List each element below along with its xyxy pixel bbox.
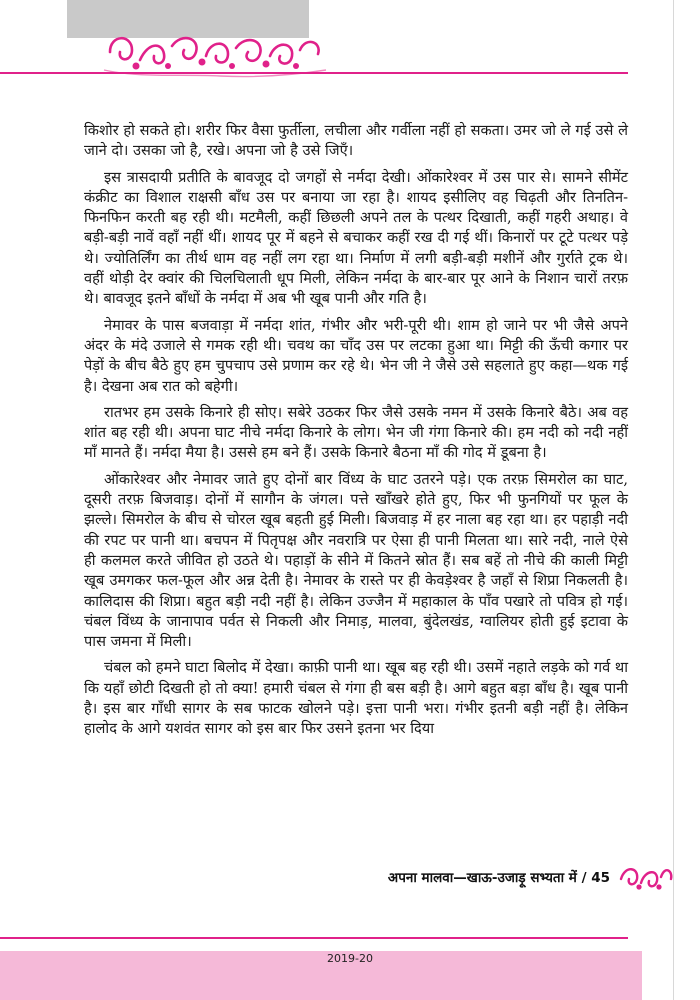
paragraph: नेमावर के पास बजवाड़ा में नर्मदा शांत, गंभीर और भरी-पूरी थी। शाम हो जाने पर भी जैसे अपने अंदर के मंदे उजाले से गमक रही थी। चवथ का चाँद उस पर लटका हुआ था। मिट्टी की ऊँची कगार पर पेड़ों के बीच बैठे हुए हम चुपचाप उसे प्रणाम कर रहे थे। भेन जी ने जैसे उसे सहलाते हुए कहा—थक गई है। देखना अब रात को बहेगी। — [84, 316, 629, 395]
footer-swirl-icon — [617, 857, 675, 893]
paragraph: ओंकारेश्वर और नेमावर जाते हुए दोनों बार विंध्य के घाट उतरने पड़े। एक तरफ़ सिमरोल का घाट, दूसरी तरफ़ बिजवाड़। दोनों में सागौन के जंगल। पत्ते खाँखरे होते हुए, फिर भी फुनगियों पर फूल के झल्ले। सिमरोल के बीच से चोरल खूब बहती हुई मिली। बिजवाड़ में हर नाला बह रहा था। हर पहाड़ी नदी की रपट पर पानी था। बचपन में पितृपक्ष और नवरात्रि पर ऐसा ही पानी मिलता था। सारे नदी, नाले ऐसे ही कलमल करते जीवित हो उठते थे। पहाड़ों के सीने में कितने स्रोत हैं। सब बहें तो नीचे की काली मिट्टी खूब उमगकर फल-फूल और अन्न देती है। नेमावर के रास्ते पर ही केवड़ेश्वर है जहाँ से शिप्रा निकलती है। कालिदास की शिप्रा। बहुत बड़ी नदी नहीं है। लेकिन उज्जैन में महाकाल के पाँव पखारे तो पवित्र हो गई। चंबल विंध्य के जानापाव पर्वत से निकली और निमाड़, मालवा, बुंदेलखंड, ग्वालियर होती हुई इटावा के पास जमना में मिली। — [84, 470, 628, 651]
body-text — [84, 121, 628, 746]
footer-rule — [0, 937, 628, 939]
paragraph: चंबल को हमने घाटा बिलोद में देखा। काफ़ी पानी था। खूब बह रही थी। उसमें नहाते लड़के को गर्व था कि यहाँ छोटी दिखती हो तो क्या! हमारी चंबल से गंगा ही बस बड़ी है। आगे बहुत बड़ा बाँध है। खूब पानी है। इस बार गाँधी सागर के सब फाटक खोलने पड़े। इत्ता पानी भरा। गंभीर इतनी बड़ी नहीं है। लेकिन हालोद के आगे यशवंत सागर को इस बार फिर उसने इतना भर दिया — [84, 659, 628, 738]
paragraph: रातभर हम उसके किनारे ही सोए। सबेरे उठकर फिर जैसे उसके नमन में उसके किनारे बैठे। अब वह शांत बह रही थी। अपना घाट नीचे नर्मदा किनारे के लोग। भेन जी गंगा किनारे की। हम नदी को नदी नहीं माँ मानते हैं। नर्मदा मैया है। उससे हम बने हैं। उसके किनारे बैठना माँ की गोद में डूबना है। — [84, 403, 628, 462]
page-edge-rule — [673, 0, 674, 1000]
edition-year: 2019-20 — [327, 952, 373, 965]
paragraph: इस त्रासदायी प्रतीति के बावजूद दो जगहों से नर्मदा देखी। ओंकारेश्वर में उस पार से। सामने सीमेंट कंक्रीट का विशाल राक्षसी बाँध उस पर बनाया जा रहा है। शायद इसीलिए वह चिढ़ती और तिनतिन-फिनफिन करती बह रही थी। मटमैली, कहीं छिछली अपने तल के पत्थर दिखाती, कहीं गहरी अथाह। वे बड़ी-बड़ी नावें वहाँ नहीं थीं। शायद पूर में बहने से बचाकर कहीं रख दी गई थीं। किनारों पर टूटे पत्थर पड़े थे। ज्योतिर्लिंग का तीर्थ धाम वह नहीं लग रहा था। निर्माण में लगी बड़ी-बड़ी मशीनें और गुर्राते ट्रक थे। वहीं थोड़ी देर क्वांर की चिलचिलाती धूप मिली, लेकिन नर्मदा के बार-बार पूर आने के निशान चारों तरफ़ थे। बावजूद इतने बाँधों के नर्मदा में अब भी खूब पानी और गति है। — [84, 168, 628, 308]
running-title: अपना मालवा—खाऊ-उजाड़ू सभ्यता में / 45 — [387, 870, 610, 886]
paragraph: किशोर हो सकते हो। शरीर फिर वैसा फुर्तीला, लचीला और गर्वीला नहीं हो सकता। उमर जो ले गई उसे ले जाने दो। उसका जो है, रखे। अपना जो है उसे जिएँ। — [84, 122, 628, 160]
header-rule — [0, 72, 628, 74]
